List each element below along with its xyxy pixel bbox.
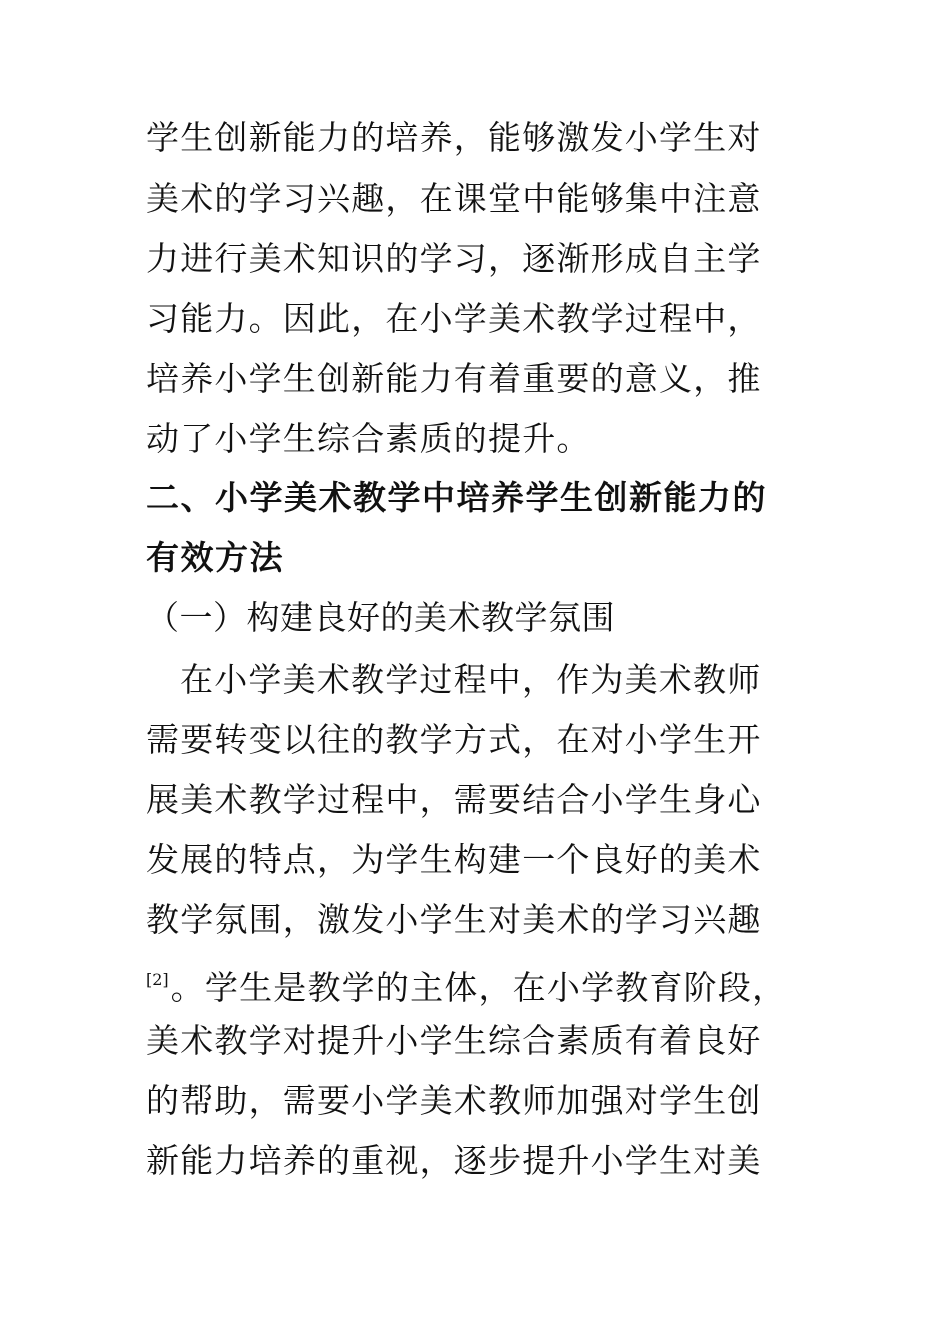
paragraph-line: 需要转变以往的教学方式，在对小学生开 <box>146 720 762 759</box>
section-heading-line: 有效方法 <box>146 538 284 577</box>
paragraph-line-text: 。学生是教学的主体，在小学教育阶段， <box>170 968 787 1007</box>
paragraph-line-with-reference <box>146 960 786 1008</box>
paragraph-line: 动了小学生综合素质的提升。 <box>146 419 591 458</box>
paragraph-line: 力进行美术知识的学习，逐渐形成自主学 <box>146 239 762 278</box>
paragraph-line: 学生创新能力的培养，能够激发小学生对 <box>146 118 762 157</box>
paragraph-line: 习能力。因此，在小学美术教学过程中， <box>146 299 762 338</box>
paragraph-line: 美术教学对提升小学生综合素质有着良好 <box>146 1021 762 1060</box>
subsection-heading: （一）构建良好的美术教学氛围 <box>146 598 615 637</box>
reference-mark: [2] <box>146 970 169 989</box>
paragraph-line: 新能力培养的重视，逐步提升小学生对美 <box>146 1141 762 1180</box>
paragraph-line: 美术的学习兴趣，在课堂中能够集中注意 <box>146 179 762 218</box>
paragraph-line: 展美术教学过程中，需要结合小学生身心 <box>146 780 762 819</box>
section-heading-line: 二、小学美术教学中培养学生创新能力的 <box>146 478 767 517</box>
paragraph-line: 教学氛围，激发小学生对美术的学习兴趣 <box>146 900 762 939</box>
paragraph-line: 在小学美术教学过程中，作为美术教师 <box>180 660 762 699</box>
paragraph-line: 发展的特点，为学生构建一个良好的美术 <box>146 840 762 879</box>
paragraph-line: 培养小学生创新能力有着重要的意义，推 <box>146 359 762 398</box>
paragraph-line: 的帮助，需要小学美术教师加强对学生创 <box>146 1081 762 1120</box>
